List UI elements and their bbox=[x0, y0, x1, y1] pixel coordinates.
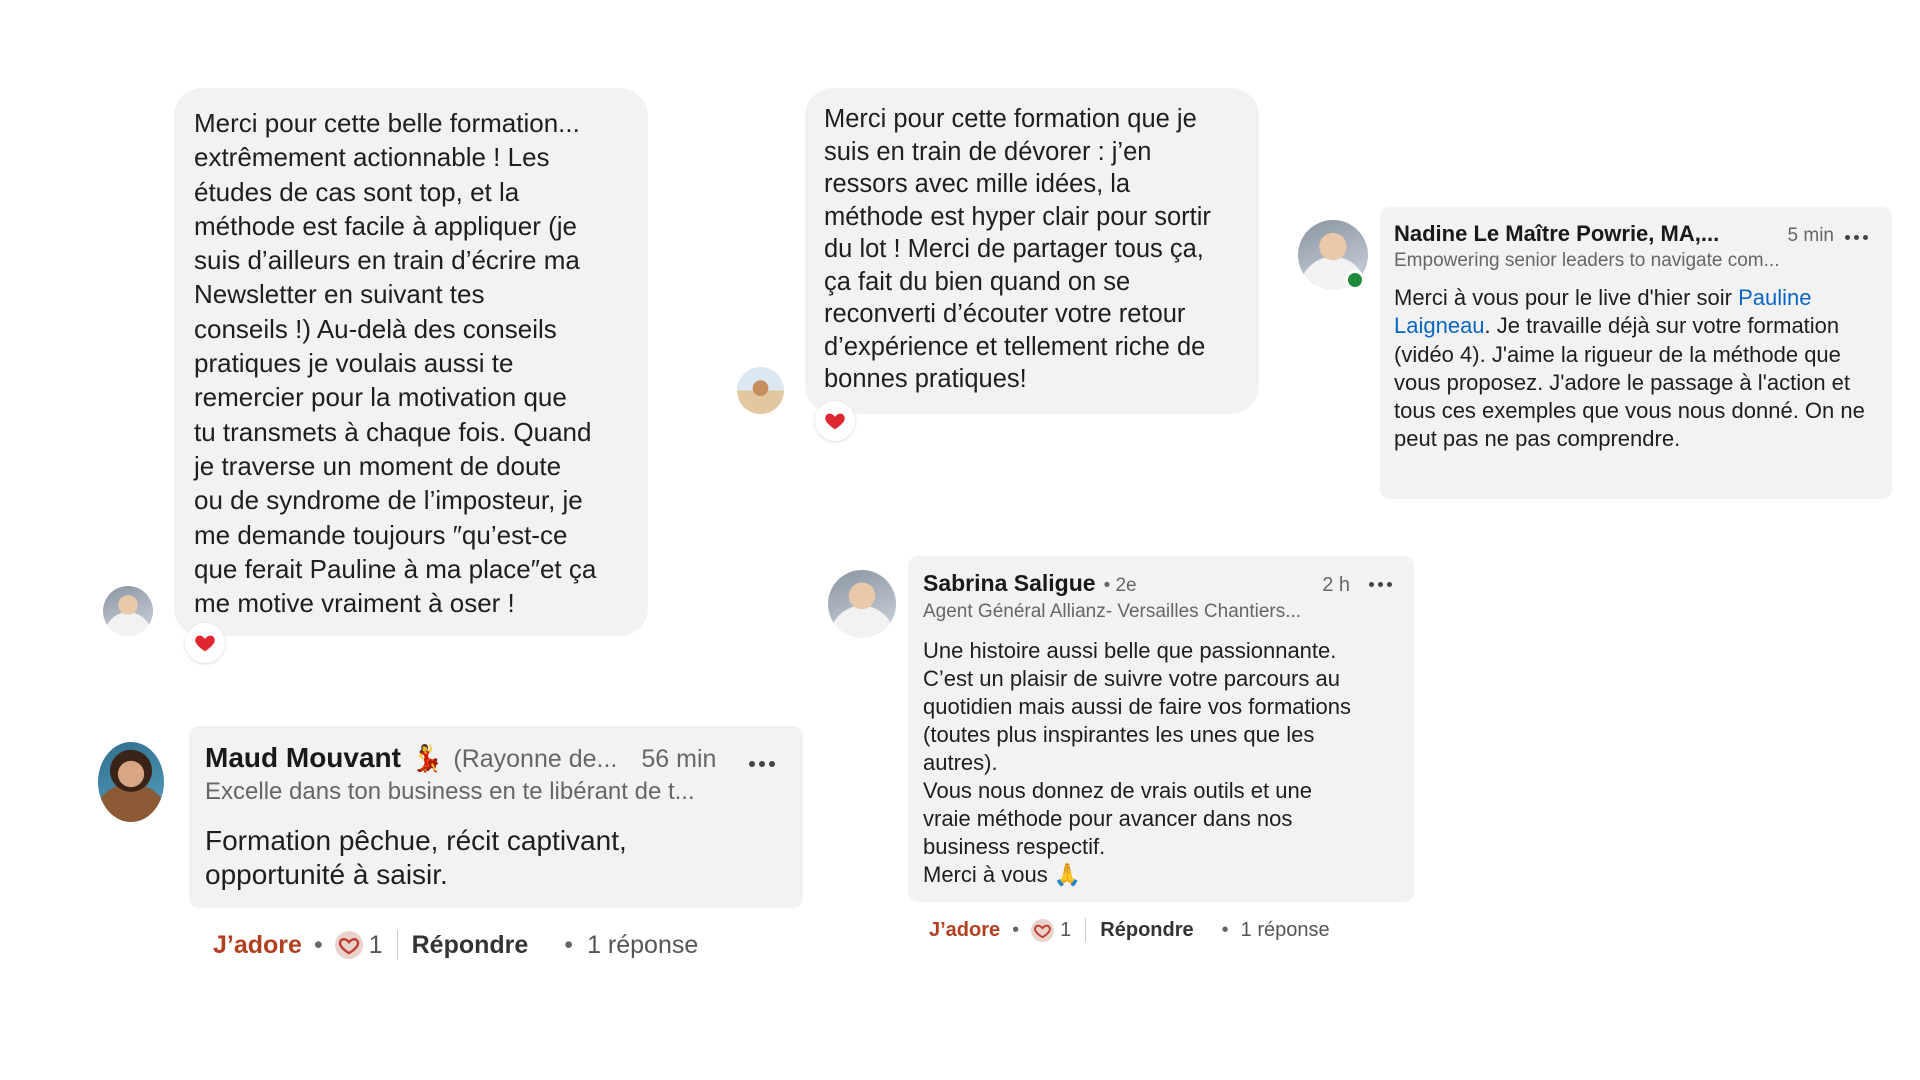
comment-time: 5 min bbox=[1787, 225, 1834, 246]
comment-actions bbox=[213, 928, 698, 962]
like-button[interactable]: J’adore bbox=[213, 930, 302, 959]
author-headline: Agent Général Allianz- Versailles Chantiers... bbox=[923, 601, 1302, 622]
more-options-icon[interactable] bbox=[1845, 235, 1868, 240]
avatar-sabrina[interactable] bbox=[828, 570, 896, 638]
reaction-heart-icon[interactable] bbox=[1031, 919, 1054, 942]
comment-sabrina bbox=[908, 556, 1414, 902]
author-name[interactable]: Nadine Le Maître Powrie, MA,... bbox=[1394, 221, 1720, 246]
quote1-bubble bbox=[174, 88, 648, 636]
like-button[interactable]: J’adore bbox=[929, 918, 1001, 941]
divider bbox=[1085, 918, 1086, 942]
reaction-count: 1 bbox=[1060, 918, 1072, 941]
author-headline: Empowering senior leaders to navigate com... bbox=[1394, 250, 1780, 271]
comment-body bbox=[1394, 284, 1874, 454]
quote1-reaction[interactable] bbox=[185, 623, 225, 663]
more-options-icon[interactable] bbox=[1369, 582, 1392, 587]
author-emoji: 💃 bbox=[411, 743, 444, 773]
author-name[interactable]: Maud Mouvant bbox=[205, 742, 401, 773]
mention-link[interactable]: Pauline Laigneau bbox=[1394, 285, 1818, 339]
divider bbox=[397, 930, 398, 960]
reaction-heart-icon[interactable] bbox=[335, 931, 363, 959]
comment-time: 2 h bbox=[1322, 574, 1350, 596]
replies-link[interactable]: 1 réponse bbox=[1240, 918, 1330, 941]
avatar-quote1[interactable] bbox=[103, 586, 153, 636]
reaction-count: 1 bbox=[368, 930, 383, 959]
presence-indicator bbox=[1345, 270, 1365, 290]
avatar-quote2[interactable] bbox=[737, 367, 784, 414]
heart-icon bbox=[194, 632, 216, 654]
comment-body: Formation pêchue, récit captivant, opportunité à saisir. bbox=[205, 825, 627, 890]
reply-button[interactable]: Répondre bbox=[411, 930, 529, 959]
author-name[interactable]: Sabrina Saligue bbox=[923, 570, 1096, 596]
separator-dot: • bbox=[1221, 918, 1229, 941]
author-headline: Excelle dans ton business en te libérant de t... bbox=[205, 778, 695, 805]
avatar-maud[interactable] bbox=[98, 742, 164, 822]
replies-link[interactable]: 1 réponse bbox=[587, 930, 699, 959]
reply-button[interactable]: Répondre bbox=[1100, 918, 1194, 941]
separator-dot: • bbox=[313, 930, 323, 959]
heart-icon bbox=[824, 410, 846, 432]
comment-text-before: Merci à vous pour le live d'hier soir bbox=[1394, 285, 1739, 310]
comment-body: Une histoire aussi belle que passionnante. C’est un plaisir de suivre votre parcours au quotidien mais aussi de faire vos formations (toutes plus inspirantes les unes que les autres). Vous nous donnez de vrais outils et une vraie méthode pour avancer dans nos business respectif. Merci à vous 🙏 bbox=[923, 638, 1351, 887]
author-tagline: (Rayonne de... bbox=[453, 745, 618, 773]
more-options-icon[interactable] bbox=[749, 761, 775, 767]
separator-dot: • bbox=[564, 930, 574, 959]
quote2-text: Merci pour cette formation que je suis en train de dévorer : j’en ressors avec mille idées, la méthode est hyper clair pour sortir du lot ! Merci de partager tous ça, ça fait du bien quand on se reconverti d’écouter votre retour d’expérience et tellement riche de bonnes pratiques! bbox=[824, 105, 1211, 393]
separator-dot: • bbox=[1012, 918, 1020, 941]
quote1-text: Merci pour cette belle formation... extrêmement actionnable ! Les études de cas sont top, et la méthode est facile à appliquer (je suis d’ailleurs en train d’écrire ma Newsletter en suivant tes conseils !) Au-delà des conseils pratiques je voulais aussi te remercier pour la motivation que tu transmets à chaque fois. Quand je traverse un moment de doute ou de syndrome de l’imposteur, je me demande toujours ″qu’est-ce que ferait Pauline à ma place″et ça me motive vraiment à oser ! bbox=[194, 108, 597, 619]
quote2-reaction[interactable] bbox=[815, 401, 855, 441]
connection-degree: • 2e bbox=[1103, 575, 1137, 596]
quote2-bubble bbox=[805, 88, 1259, 414]
comment-actions bbox=[929, 916, 1330, 944]
comment-time: 56 min bbox=[641, 745, 717, 773]
comment-maud bbox=[189, 726, 803, 908]
comment-nadine bbox=[1380, 207, 1892, 499]
comment-text-after: . Je travaille déjà sur votre formation (vidéo 4). J'aime la rigueur de la méthode que vous proposez. J'adore le passage à l'action et tous ces exemples que vous nous donné. On ne peut pas ne pas comprendre. bbox=[1394, 313, 1871, 452]
